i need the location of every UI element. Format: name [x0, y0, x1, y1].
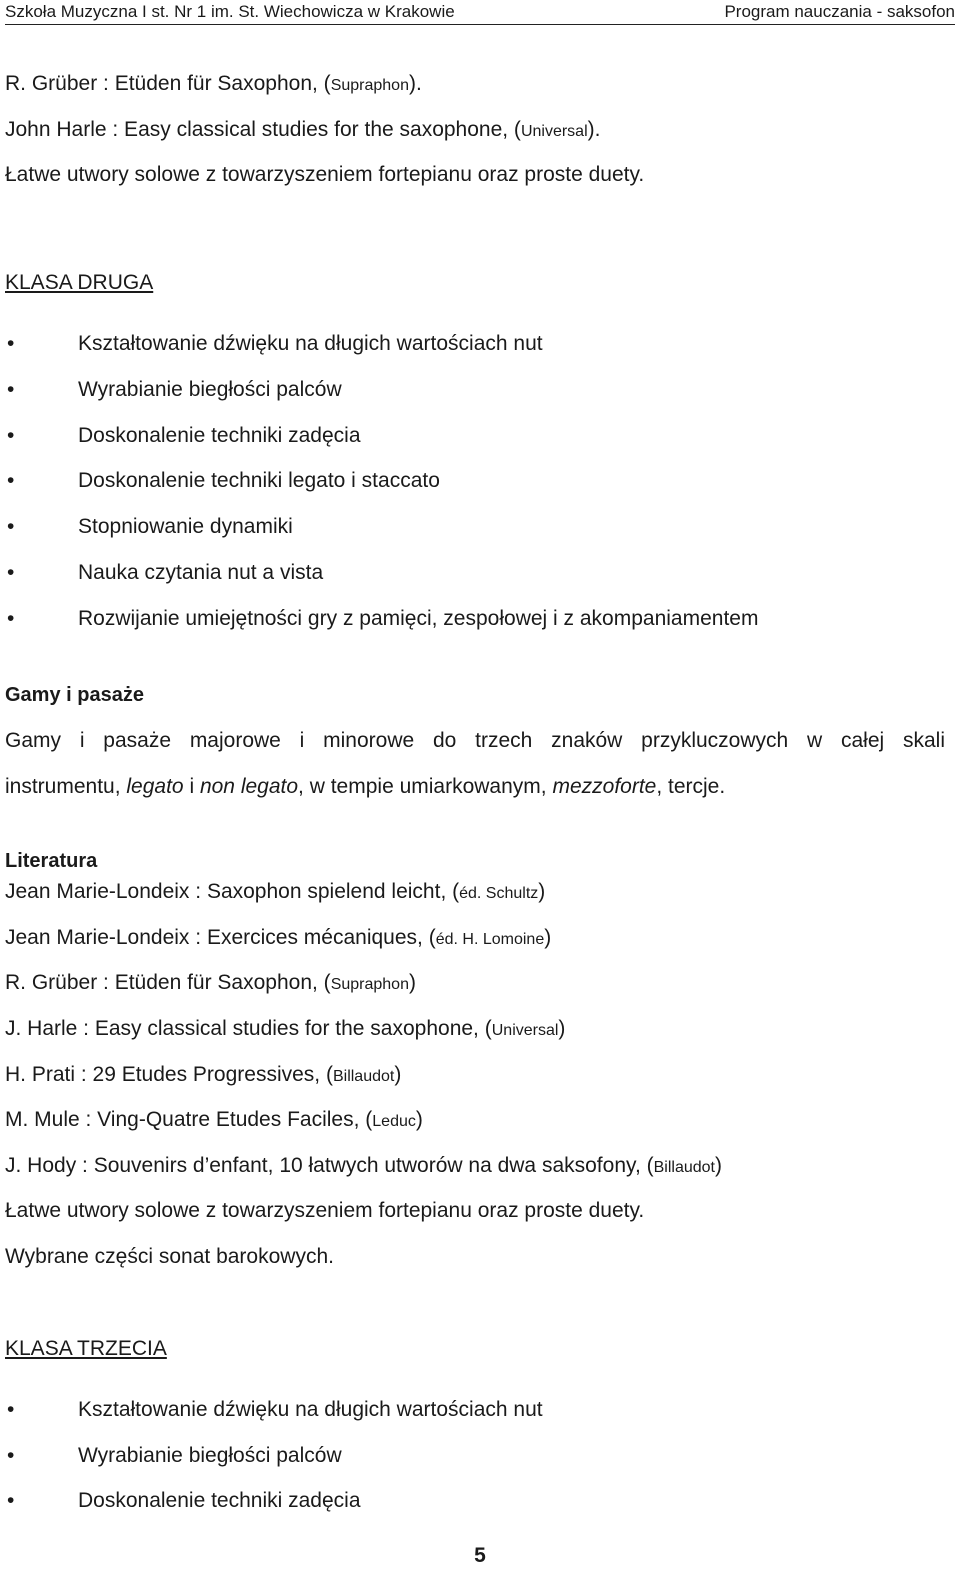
- literatura-item: M. Mule : Ving-Quatre Etudes Faciles, (Leduc): [5, 1108, 423, 1131]
- literatura-item: Łatwe utwory solowe z towarzyszeniem fortepianu oraz proste duety.: [5, 1199, 645, 1222]
- literatura-title: Literatura: [5, 850, 98, 872]
- literatura-item: Wybrane części sonat barokowych.: [5, 1245, 334, 1268]
- literatura-item: Jean Marie-Londeix : Saxophon spielend leicht, (éd. Schultz): [5, 880, 546, 903]
- literatura-item: Jean Marie-Londeix : Exercices mécaniques, (éd. H. Lomoine): [5, 926, 552, 949]
- header-school: Szkoła Muzyczna I st. Nr 1 im. St. Wiechowicza w Krakowie: [5, 2, 455, 21]
- top-list-item: Łatwe utwory solowe z towarzyszeniem fortepianu oraz proste duety.: [5, 163, 645, 186]
- section-title-klasa-druga: KLASA DRUGA: [5, 271, 154, 294]
- top-list-item: John Harle : Easy classical studies for the saxophone, (Universal).: [5, 118, 601, 141]
- gamy-title: Gamy i pasaże: [5, 684, 144, 706]
- header-program: Program nauczania - saksofon: [724, 2, 955, 21]
- page-number: 5: [474, 1544, 486, 1567]
- gamy-text-line: instrumentu, legato i non legato, w tempie umiarkowanym, mezzoforte, tercje.: [5, 775, 726, 798]
- gamy-text-line: Gamy i pasaże majorowe i minorowe do trzech znaków przykluczowych w całej skali: [5, 729, 945, 752]
- section-title-klasa-trzecia: KLASA TRZECIA: [5, 1337, 167, 1360]
- literatura-item: H. Prati : 29 Etudes Progressives, (Billaudot): [5, 1063, 402, 1086]
- top-list-item: R. Grüber : Etüden für Saxophon, (Supraphon).: [5, 72, 422, 95]
- literatura-item: R. Grüber : Etüden für Saxophon, (Supraphon): [5, 971, 416, 994]
- page-header: [5, 2, 955, 25]
- literatura-item: J. Harle : Easy classical studies for the saxophone, (Universal): [5, 1017, 566, 1040]
- literatura-item: J. Hody : Souvenirs d’enfant, 10 łatwych utworów na dwa saksofony, (Billaudot): [5, 1154, 722, 1177]
